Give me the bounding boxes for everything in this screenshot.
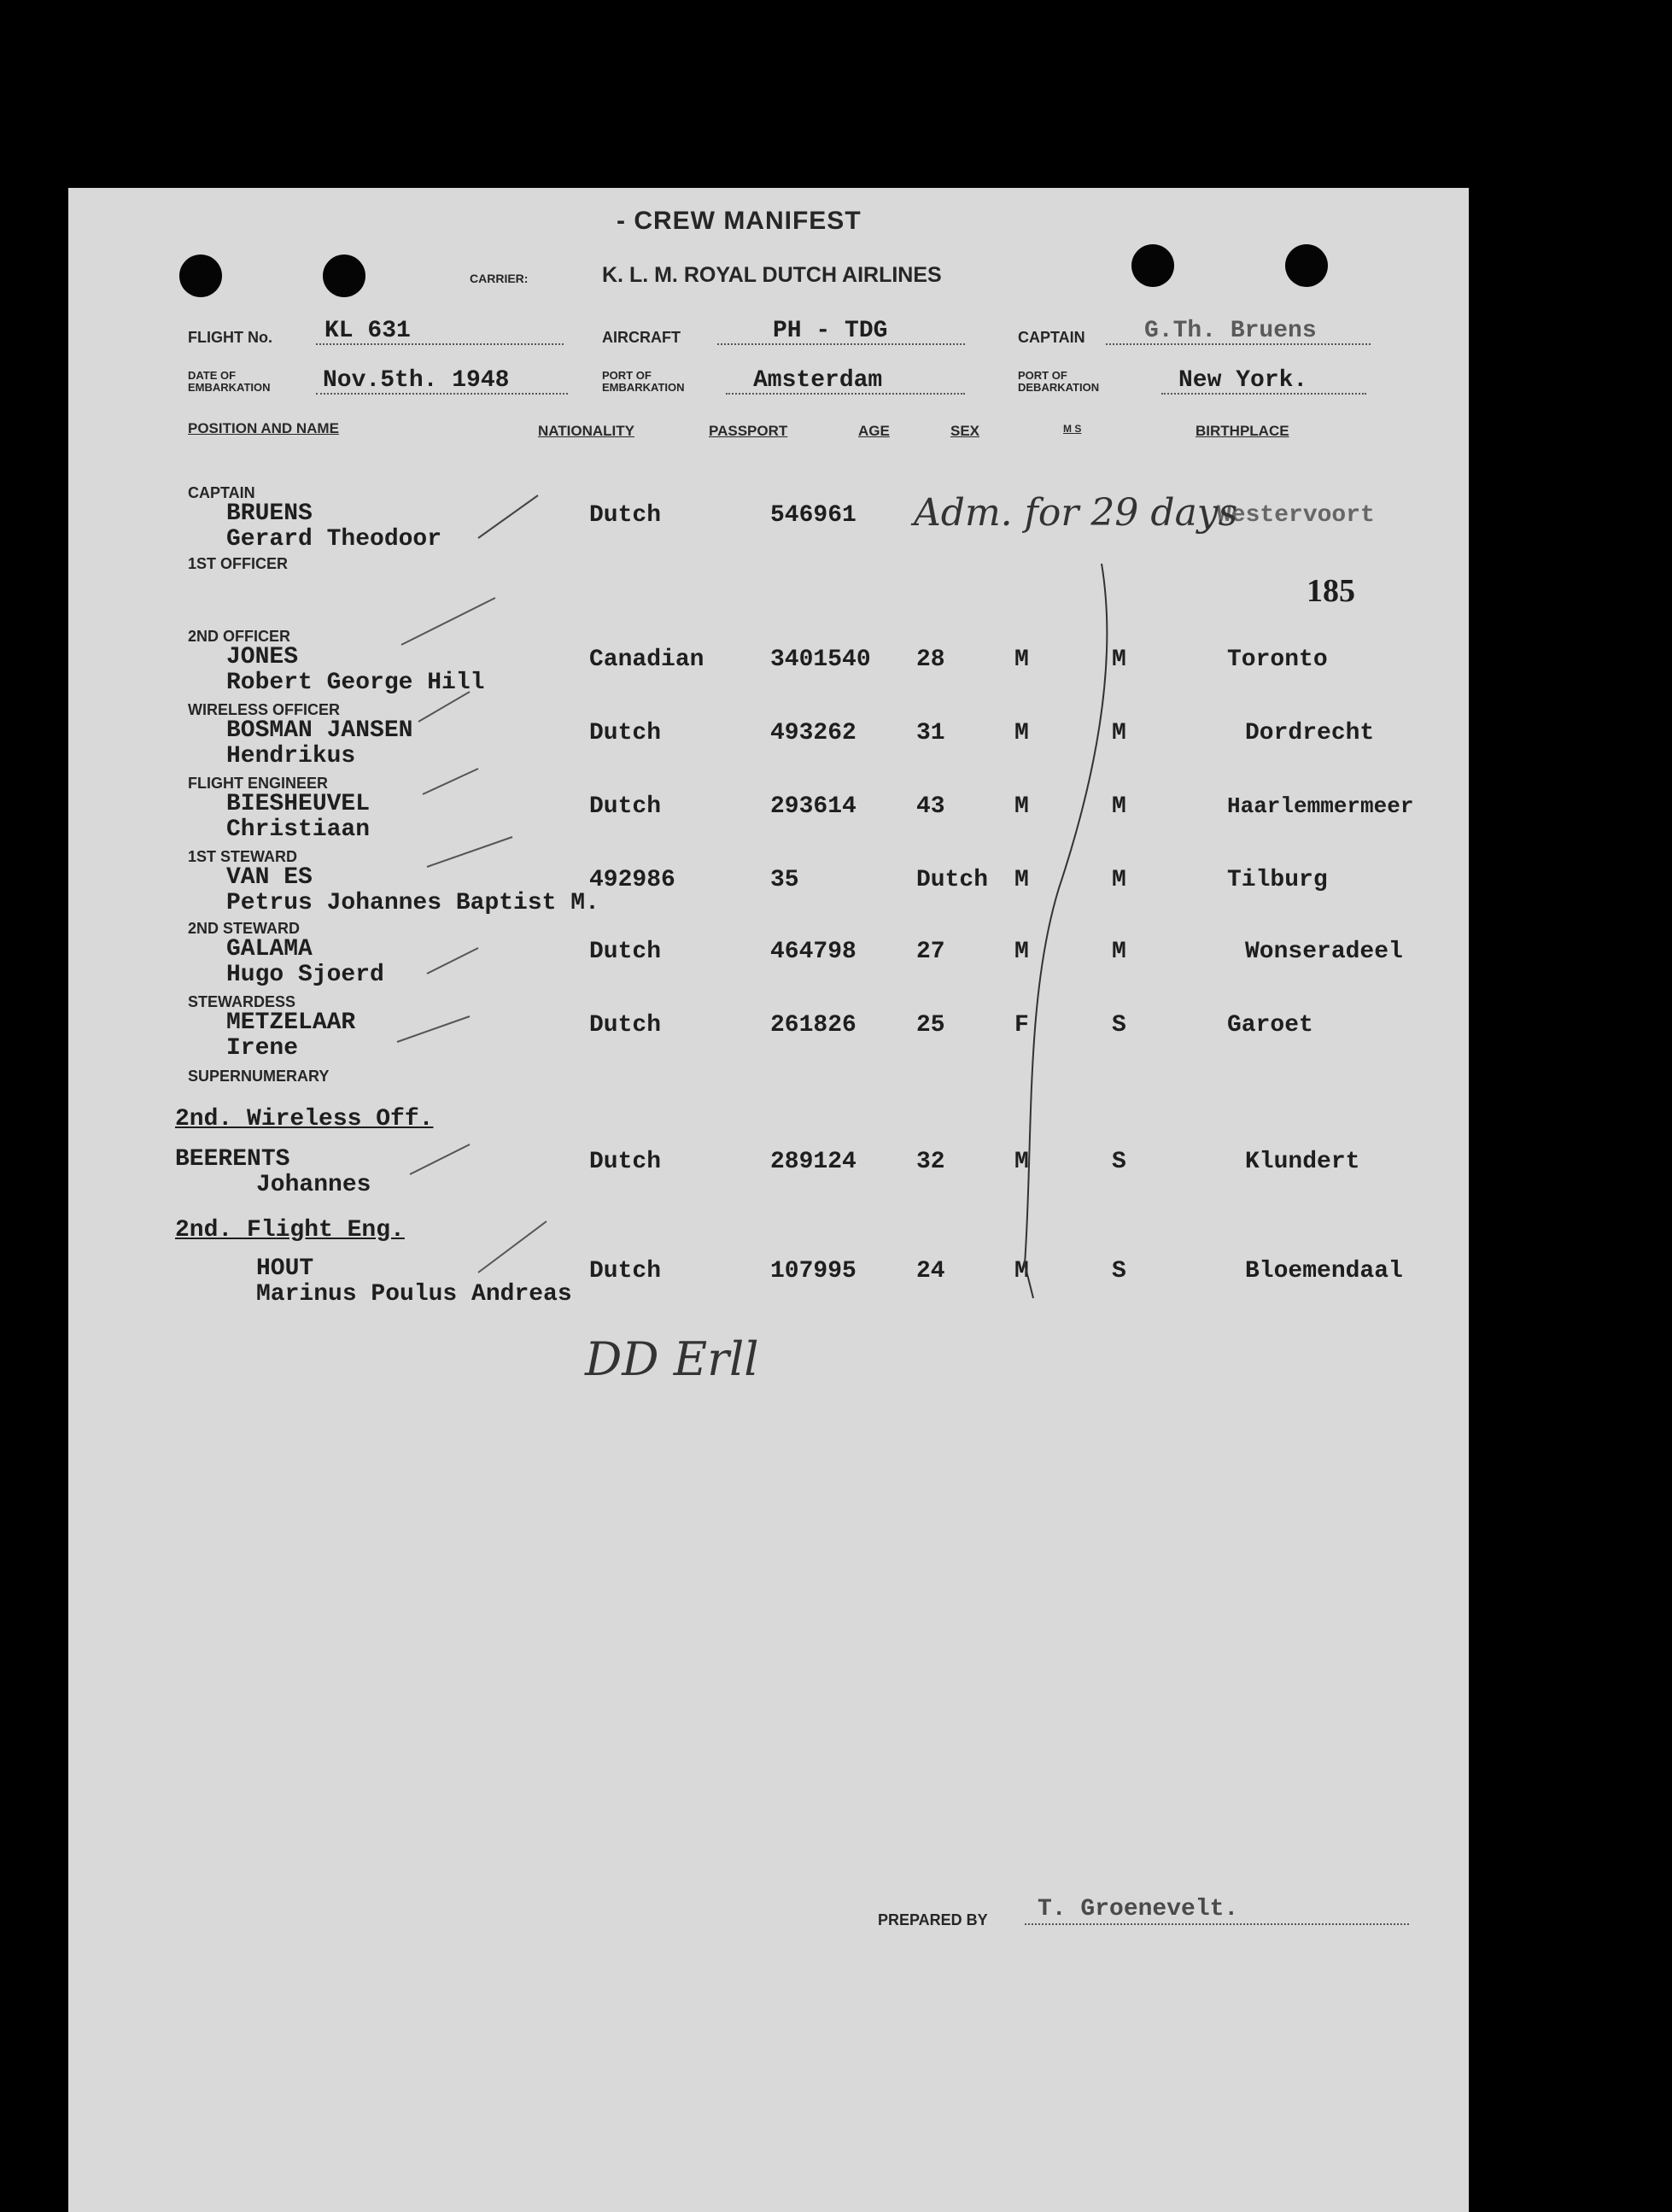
- crew-given-name: Petrus Johannes Baptist M.: [226, 890, 599, 916]
- role-label: 2ND OFFICER: [188, 628, 291, 645]
- aircraft-label: AIRCRAFT: [602, 329, 681, 346]
- handwriting-overlay: [68, 188, 1469, 2212]
- manifest-title: - CREW MANIFEST: [617, 207, 862, 235]
- supernumerary-position: 2nd. Wireless Off.: [175, 1106, 434, 1132]
- carrier-label: CARRIER:: [470, 272, 529, 285]
- role-label: 1ST STEWARD: [188, 848, 298, 865]
- date-label-1: DATE OF: [188, 369, 237, 382]
- check-mark: [418, 692, 470, 722]
- port-emb-value: Amsterdam: [753, 367, 883, 394]
- col-nationality: NATIONALITY: [538, 423, 635, 439]
- role-label: 2ND STEWARD: [188, 920, 301, 937]
- role-label: SUPERNUMERARY: [188, 1068, 330, 1085]
- crew-age: 32: [916, 1149, 945, 1175]
- role-label: 1ST OFFICER: [188, 555, 289, 572]
- crew-passport: 546961: [770, 502, 856, 529]
- ink-brace-line: [1025, 564, 1107, 1298]
- crew-passport: 293614: [770, 793, 856, 820]
- crew-nationality: Dutch: [589, 939, 662, 965]
- port-dis-label-1: PORT OF: [1018, 369, 1067, 382]
- crew-given-name: Christiaan: [226, 816, 371, 843]
- crew-status: M: [1112, 793, 1126, 820]
- crew-sex: M: [1014, 720, 1029, 746]
- check-mark: [397, 1016, 470, 1042]
- crew-nationality: Dutch: [589, 793, 662, 820]
- flight-no-value: KL 631: [324, 318, 411, 344]
- prepared-by-value: T. Groenevelt.: [1038, 1896, 1239, 1922]
- crew-status: M: [1112, 867, 1126, 893]
- crew-sex: F: [1014, 1012, 1029, 1039]
- check-mark: [427, 948, 478, 974]
- crew-age: 43: [916, 793, 945, 820]
- crew-surname: HOUT: [256, 1255, 314, 1282]
- date-value: Nov.5th. 1948: [323, 367, 510, 394]
- crew-passport: 492986: [589, 867, 675, 893]
- signature: DD Erll: [585, 1332, 759, 1386]
- crew-sex: M: [1014, 647, 1029, 673]
- crew-surname: JONES: [226, 644, 299, 670]
- crew-nationality: Dutch: [916, 867, 989, 893]
- col-position-name: POSITION AND NAME: [188, 420, 339, 436]
- port-dis-value: New York.: [1178, 367, 1308, 394]
- crew-nationality: Dutch: [589, 1012, 662, 1039]
- crew-passport: 3401540: [770, 647, 871, 673]
- crew-nationality: Canadian: [589, 647, 704, 673]
- page-number: 185: [1307, 573, 1355, 609]
- crew-sex: M: [1014, 1149, 1029, 1175]
- role-label: STEWARDESS: [188, 993, 296, 1010]
- crew-birthplace: Klundert: [1245, 1149, 1360, 1175]
- crew-birthplace: Toronto: [1227, 647, 1328, 673]
- check-mark: [401, 598, 495, 645]
- date-label-2: EMBARKATION: [188, 381, 271, 394]
- crew-nationality: Dutch: [589, 720, 662, 746]
- crew-age: 24: [916, 1258, 945, 1284]
- crew-surname: BEERENTS: [175, 1146, 290, 1173]
- crew-surname: BRUENS: [226, 500, 313, 527]
- check-mark: [478, 1221, 547, 1273]
- crew-nationality: Dutch: [589, 1258, 662, 1284]
- crew-sex: M: [1014, 867, 1029, 893]
- crew-passport: 464798: [770, 939, 856, 965]
- col-marital: M S: [1063, 423, 1082, 435]
- port-dis-label-2: DEBARKATION: [1018, 381, 1100, 394]
- check-mark: [427, 837, 512, 867]
- crew-birthplace: Bloemendaal: [1245, 1258, 1403, 1284]
- crew-given-name: Johannes: [256, 1172, 371, 1198]
- check-mark: [410, 1144, 470, 1174]
- crew-age: 25: [916, 1012, 945, 1039]
- manifest-page: [68, 188, 1469, 2212]
- crew-status: M: [1112, 647, 1126, 673]
- crew-birthplace: Dordrecht: [1245, 720, 1375, 746]
- handwritten-note: Adm. for 29 days: [914, 491, 1238, 535]
- col-age: AGE: [858, 423, 890, 439]
- crew-sex: M: [1014, 1258, 1029, 1284]
- crew-birthplace: Tilburg: [1227, 867, 1328, 893]
- crew-surname: METZELAAR: [226, 1009, 356, 1036]
- crew-age: 27: [916, 939, 945, 965]
- col-passport: PASSPORT: [709, 423, 788, 439]
- role-label: CAPTAIN: [188, 484, 255, 501]
- carrier-value: K. L. M. ROYAL DUTCH AIRLINES: [602, 263, 942, 287]
- crew-status: S: [1112, 1012, 1126, 1039]
- crew-status: S: [1112, 1258, 1126, 1284]
- port-emb-label-2: EMBARKATION: [602, 381, 685, 394]
- crew-sex: M: [1014, 793, 1029, 820]
- crew-nationality: Dutch: [589, 502, 662, 529]
- crew-age: 31: [916, 720, 945, 746]
- crew-surname: VAN ES: [226, 864, 313, 891]
- captain-value: G.Th. Bruens: [1144, 318, 1317, 344]
- crew-passport: 107995: [770, 1258, 856, 1284]
- crew-given-name: Robert George Hill: [226, 670, 485, 696]
- crew-passport: 289124: [770, 1149, 856, 1175]
- crew-surname: GALAMA: [226, 936, 313, 963]
- col-birthplace: BIRTHPLACE: [1196, 423, 1289, 439]
- crew-nationality: Dutch: [589, 1149, 662, 1175]
- port-emb-label-1: PORT OF: [602, 369, 652, 382]
- crew-age: 28: [916, 647, 945, 673]
- role-label: FLIGHT ENGINEER: [188, 775, 329, 792]
- crew-status: S: [1112, 1149, 1126, 1175]
- crew-passport: 261826: [770, 1012, 856, 1039]
- aircraft-value: PH - TDG: [773, 318, 888, 344]
- flight-no-label: FLIGHT No.: [188, 329, 272, 346]
- crew-given-name: Gerard Theodoor: [226, 526, 442, 553]
- crew-status: M: [1112, 939, 1126, 965]
- crew-birthplace: Westervoort: [1217, 502, 1375, 529]
- supernumerary-position: 2nd. Flight Eng.: [175, 1217, 405, 1244]
- role-label: WIRELESS OFFICER: [188, 701, 341, 718]
- crew-surname: BOSMAN JANSEN: [226, 717, 413, 744]
- check-mark: [423, 769, 478, 794]
- prepared-by-label: PREPARED BY: [878, 1911, 988, 1928]
- crew-age: 35: [770, 867, 799, 893]
- col-sex: SEX: [950, 423, 980, 439]
- crew-surname: BIESHEUVEL: [226, 791, 371, 817]
- check-mark: [478, 495, 538, 538]
- crew-birthplace: Haarlemmermeer: [1227, 793, 1414, 819]
- crew-birthplace: Garoet: [1227, 1012, 1313, 1039]
- crew-given-name: Hugo Sjoerd: [226, 962, 384, 988]
- crew-given-name: Irene: [226, 1035, 299, 1062]
- captain-label: CAPTAIN: [1018, 329, 1085, 346]
- crew-passport: 493262: [770, 720, 856, 746]
- crew-given-name: Marinus Poulus Andreas: [256, 1281, 572, 1308]
- crew-given-name: Hendrikus: [226, 743, 356, 770]
- crew-sex: M: [1014, 939, 1029, 965]
- crew-birthplace: Wonseradeel: [1245, 939, 1403, 965]
- crew-status: M: [1112, 720, 1126, 746]
